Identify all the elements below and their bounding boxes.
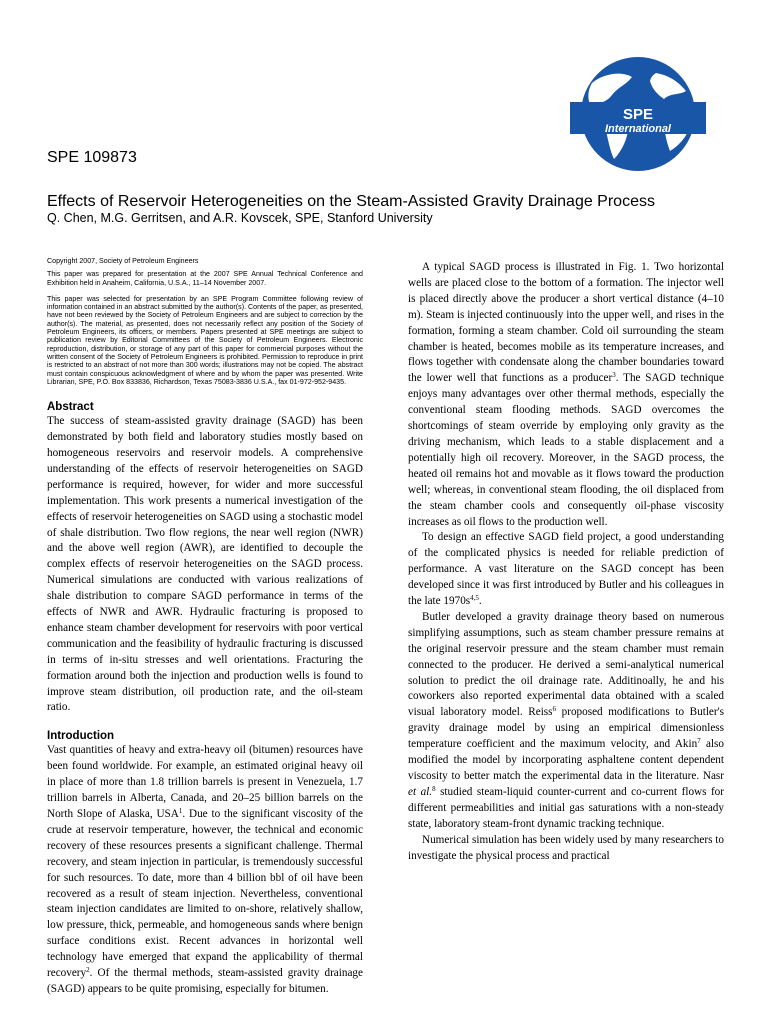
intro-p1-text-a: Vast quantities of heavy and extra-heavy oil (bitumen) resources have been found worldwide. For example, an estimated original heavy oil in place of more than 1.8 trillion barrels is present in Venezuela, 1.7 trillion barrels in Alberta, Canada, and 20–25 billion barrels on the North Slope of Alaska, USA xyxy=(47,744,363,820)
citation-ref: 4,5 xyxy=(470,594,479,603)
intro-paragraph-3 xyxy=(408,530,724,610)
intro-p3-text-b: . xyxy=(478,595,482,608)
intro-p1-text-b: . Due to the significant viscosity of the crude at reservoir temperature, however, the technical and economic recovery of these resources presents a significant challenge. Thermal recovery, and steam injection in particular, is tremendously successful for such resources. To date, more than 4 billion bbl of oil have been recovered as a result of steam injection. Nevertheless, conventional steam injection candidates are limited to on-shore, relatively shallow, low pressure, thick, permeable, and homogeneous sands where benign surface conditions exist. Recent advances in horizontal well technology have emerged that expand the applicability of thermal recovery xyxy=(47,808,364,980)
intro-p2-text-a: A typical SAGD process is illustrated in Fig. 1. Two horizontal wells are placed close to the bottom of a formation. The injector well is placed directly above the producer a short vertical distance (4–10 m). Steam is injected continuously into the upper well, and rises in the formation, forming a steam chamber. Cold oil surrounding the steam chamber is heated, becomes mobile as its temperature increases, and flows together with condensate along the chamber boundaries toward the lower well that functions as a producer xyxy=(408,261,724,385)
intro-p4-text-a: Butler developed a gravity drainage theory based on numerous simplifying assumptions, such as steam chamber pressure remains at the original reservoir pressure and the steam chamber must remain connected to the producer. He derived a semi-analytical numerical solution to predict the oil drainage rate. Additinoally, he and his coworkers also reported experimental data obtained with a scaled visual laboratory model. Reiss xyxy=(408,610,724,719)
citation-ref: 2 xyxy=(86,966,90,975)
copyright-notice: Copyright 2007, Society of Petroleum Engineers xyxy=(47,257,199,265)
citation-ref: 3 xyxy=(612,371,616,380)
intro-p1-text-c: . Of the thermal methods, steam-assisted gravity drainage (SAGD) appears to be quite promising, especially for bitumen. xyxy=(47,967,363,995)
paper-number: SPE 109873 xyxy=(47,149,137,166)
review-notice: This paper was selected for presentation by an SPE Program Committee following review of information contained in an abstract submitted by the author(s). Contents of the paper, as presented, have not been reviewed by the Society of Petroleum Engineers and are subject to correction by the author(s). The material, as presented, does not necessarily reflect any position of the Society of Petroleum Engineers, its officers, or members. Papers presented at SPE meetings are subject to publication review by Editorial Committees of the Society of Petroleum Engineers. Electronic reproduction, distribution, or storage of any part of this paper for commercial purposes without the written consent of the Society of Petroleum Engineers is prohibited. Permission to reproduce in print is restricted to an abstract of not more than 300 words; illustrations may not be copied. The abstract must contain conspicuous acknowledgment of where and by whom the paper was presented. Write Librarian, SPE, P.O. Box 833836, Richardson, Texas 75083-3836 U.S.A., fax 01-972-952-9435. xyxy=(47,294,363,386)
logo-text-international: International xyxy=(604,123,672,135)
left-column xyxy=(47,257,363,998)
abstract-text: The success of steam-assisted gravity drainage (SAGD) has been demonstrated by both field and laboratory studies mostly based on homogeneous reservoirs and reservoir models. A comprehensive understanding of the effects of reservoir heterogeneities on SAGD performance is required, however, for wider and more successful implementation. This work presents a numerical investigation of the effects of reservoir heterogeneities on SAGD using a stochastic model of shale distribution. Two flow regions, the near well region (NWR) and the above well region (AWR), are identified to decouple the complex effects of reservoir heterogeneities on the SAGD process. Numerical simulations are conducted with various realizations of shale distribution to compare SAGD performance in terms of the effects of NWR and AWR. Hydraulic fracturing is proposed to enhance steam chamber development for reservoirs with poor vertical communication and the feasibility of hydraulic fracturing is discussed in terms of in-situ stresses and well orientations. Fracturing the formation around both the injection and production wells is found to improve steam distribution, oil production rate, and the oil-steam ratio. xyxy=(47,415,363,714)
introduction-heading: Introduction xyxy=(47,730,115,743)
citation-ref: 8 xyxy=(432,784,436,793)
intro-paragraph-5: Numerical simulation has been widely used by many researchers to investigate the physical process and practical xyxy=(408,833,724,862)
right-column xyxy=(408,260,724,864)
intro-paragraph-1 xyxy=(47,743,363,998)
citation-ref: 1 xyxy=(178,807,183,815)
intro-p4-text-d: studied steam-liquid counter-current and co-current flows for different permeabilities and initial gas saturations with a non-steady state, laboratory steam-front dynamic tracking technique. xyxy=(408,785,724,830)
intro-p4-text-c: also modified the model by incorporating asphaltene content dependent viscosity to better match the experimental data in the literature. Nasr xyxy=(408,738,725,782)
logo-text-spe: SPE xyxy=(622,106,654,123)
intro-paragraph-2 xyxy=(408,260,724,530)
intro-p3-text-a: To design an effective SAGD field project, a good understanding of the complicated physics is needed for reliable prediction of performance. A vast literature on the SAGD concept has been developed since it was first introduced by Butler and his colleagues in the late 1970s xyxy=(408,531,724,608)
citation-ref: 6 xyxy=(552,705,557,714)
et-al: et al. xyxy=(408,785,433,798)
conference-notice: This paper was prepared for presentation at the 2007 SPE Annual Technical Conference and Exhibition held in Anaheim, California, U.S.A., 11–14 November 2007. xyxy=(47,270,363,287)
paper-authors: Q. Chen, M.G. Gerritsen, and A.R. Kovscek, SPE, Stanford University xyxy=(47,211,433,225)
citation-ref: 7 xyxy=(697,737,701,746)
spe-international-logo xyxy=(552,55,724,173)
globe-logo-icon xyxy=(552,55,724,173)
intro-p2-text-b: . The SAGD technique enjoys many advantages over other thermal methods, especially the conventional steam flooding methods. SAGD overcomes the shortcomings of steam override by employing only gravity as the driving mechanism, which leads to a stable displacement and a potentially high oil recovery. Moreover, in the SAGD process, the heated oil remains hot and movable as it flows toward the production well; whereas, in conventional steam flooding, the oil displaced from the steam chamber cools and consequently oil-phase viscosity increases as oil flows to the production well. xyxy=(408,372,724,528)
intro-p4-text-b: proposed modifications to Butler's gravity drainage model by using an empirical dimensionless temperature coefficient and the maximum velocity, and Akin xyxy=(408,706,724,751)
paper-title: Effects of Reservoir Heterogeneities on the Steam-Assisted Gravity Drainage Process xyxy=(47,193,655,210)
intro-paragraph-4 xyxy=(408,610,724,833)
abstract-heading: Abstract xyxy=(47,401,94,414)
